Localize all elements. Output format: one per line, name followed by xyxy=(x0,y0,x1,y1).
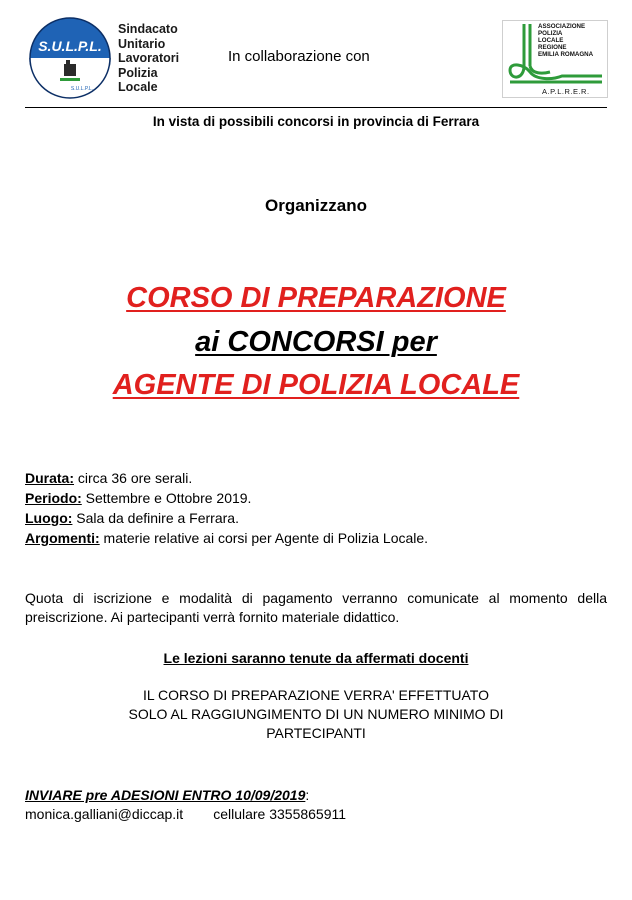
contact-phone: cellulare 3355865911 xyxy=(213,806,347,822)
inviare-suffix: : xyxy=(305,787,310,803)
sulpl-name-line: Locale xyxy=(118,80,158,94)
durata-label: Durata: xyxy=(25,470,75,486)
argomenti-value: materie relative ai corsi per Agente di Polizia Locale. xyxy=(99,530,429,546)
minimum-participants-notice xyxy=(0,686,632,743)
durata-value: circa 36 ore serali. xyxy=(74,470,193,486)
periodo-label: Periodo: xyxy=(25,490,82,506)
aplrer-name-line: ASSOCIAZIONE xyxy=(538,23,586,30)
inviare-line xyxy=(25,787,309,803)
periodo-value: Settembre e Ottobre 2019. xyxy=(81,490,252,506)
inviare-label: INVIARE pre ADESIONI ENTRO 10/09/2019 xyxy=(25,787,306,803)
sulpl-logo-acronym: S.U.L.P.L. xyxy=(38,38,102,54)
detail-argomenti xyxy=(25,530,428,546)
quota-paragraph: Quota di iscrizione e modalità di pagamento verranno comunicate al momento della preiscrizione. Ai partecipanti verrà fornito materiale didattico. xyxy=(25,590,607,625)
title-line-2: ai CONCORSI per xyxy=(195,326,437,358)
contact-email[interactable]: monica.galliani@diccap.it xyxy=(25,806,184,822)
notice-line: IL CORSO DI PREPARAZIONE VERRA' EFFETTUATO xyxy=(143,687,489,703)
luogo-value: Sala da definire a Ferrara. xyxy=(72,510,239,526)
detail-durata xyxy=(25,470,192,486)
intro-text: In vista di possibili concorsi in provincia di Ferrara xyxy=(152,114,480,129)
notice-line: PARTECIPANTI xyxy=(266,725,366,741)
luogo-label: Luogo: xyxy=(25,510,73,526)
notice-line: SOLO AL RAGGIUNGIMENTO DI UN NUMERO MINIMO DI xyxy=(128,706,504,722)
detail-periodo xyxy=(25,490,251,506)
sulpl-name xyxy=(118,22,179,95)
aplrer-name xyxy=(538,23,593,58)
sulpl-name-line: Lavoratori xyxy=(118,51,180,65)
aplrer-name-line: REGIONE xyxy=(538,44,567,51)
sulpl-logo xyxy=(24,14,116,100)
aplrer-acronym: A.P.L.R.E.R. xyxy=(542,87,590,96)
title-line-3: AGENTE DI POLIZIA LOCALE xyxy=(112,369,520,401)
lezioni-text: Le lezioni saranno tenute da affermati docenti xyxy=(163,650,469,666)
contact-line xyxy=(25,806,346,822)
aplrer-name-line: POLIZIA xyxy=(538,30,563,37)
detail-luogo xyxy=(25,510,239,526)
title-line-1: CORSO DI PREPARAZIONE xyxy=(126,282,506,314)
header-divider xyxy=(25,107,607,108)
aplrer-name-line: LOCALE xyxy=(538,37,564,44)
organizzano-heading: Organizzano xyxy=(264,196,367,215)
collaboration-text: In collaborazione con xyxy=(228,48,370,65)
sulpl-name-line: Polizia xyxy=(118,65,158,80)
sulpl-name-line: Unitario xyxy=(118,36,166,51)
sulpl-name-line: Sindacato xyxy=(118,22,178,36)
argomenti-label: Argomenti: xyxy=(25,530,100,546)
sulpl-logo-small-text: S.U.L.P.L. xyxy=(70,86,94,92)
aplrer-name-line: EMILIA ROMAGNA xyxy=(538,51,594,58)
